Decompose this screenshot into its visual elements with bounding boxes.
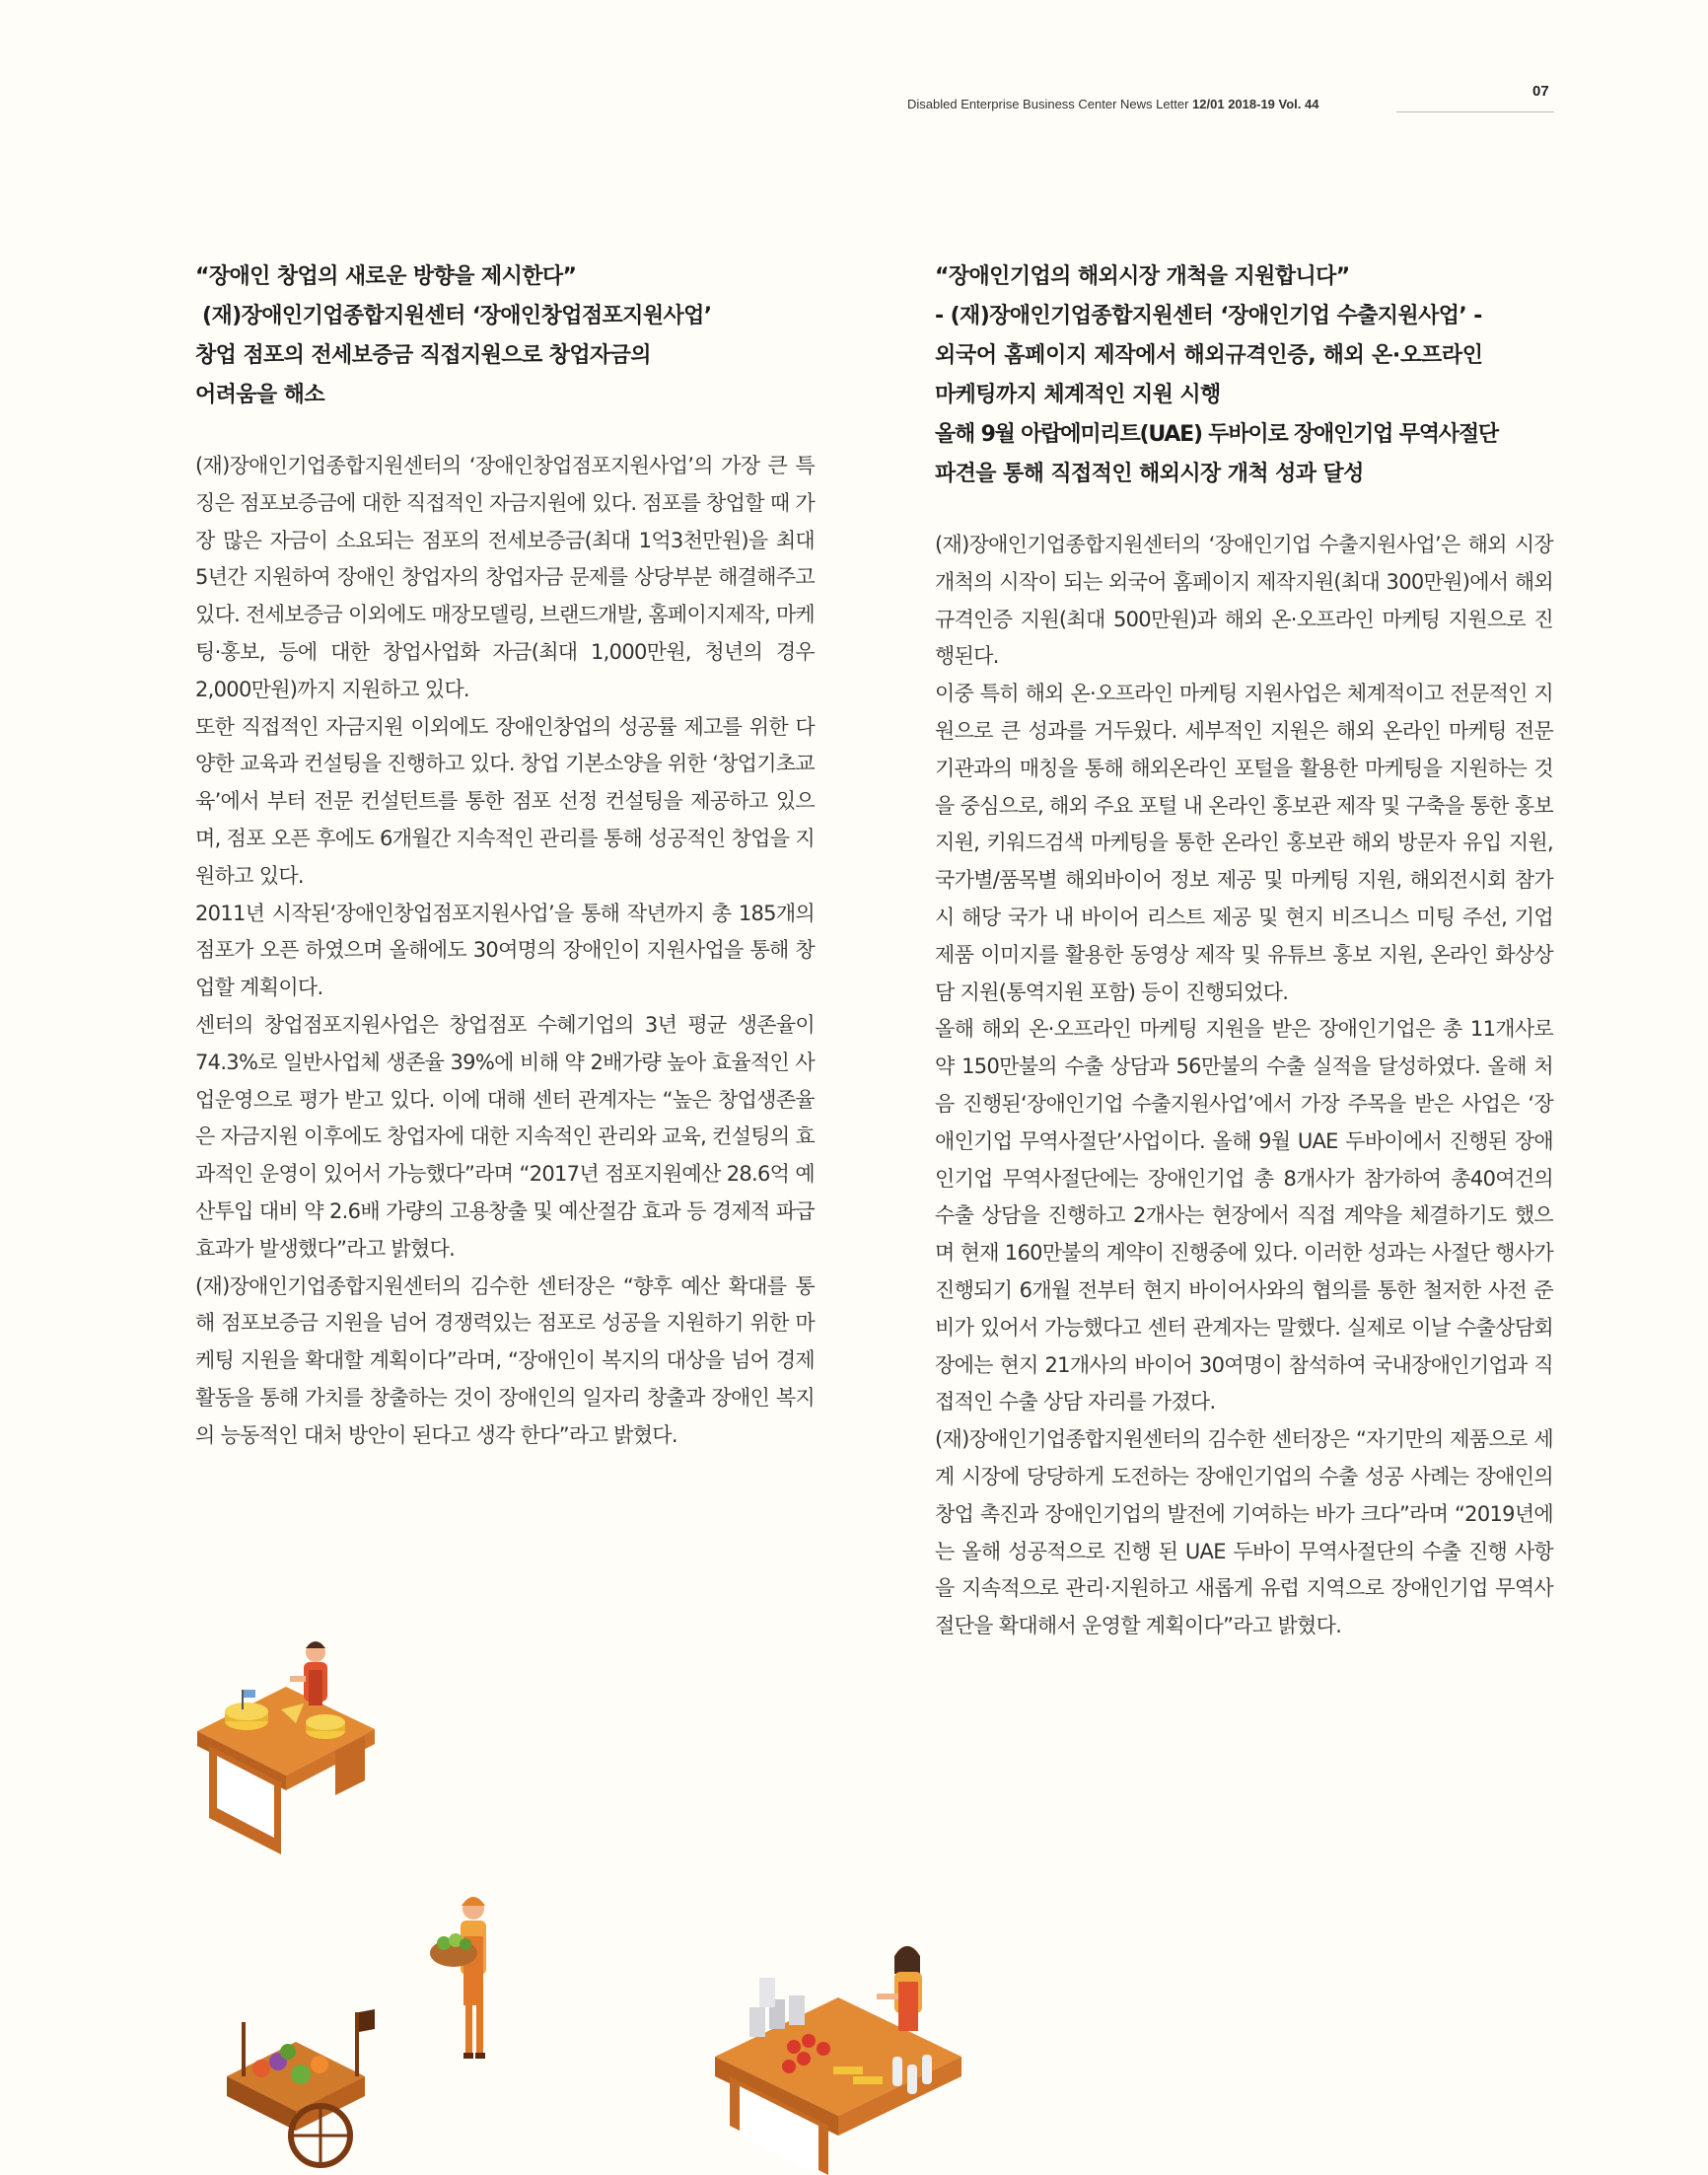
heading-line: 창업 점포의 전세보증금 직접지원으로 창업자금의 [195,343,651,368]
header-rule [1396,111,1554,112]
heading-line: - (재)장애인기업종합지원센터 ‘장애인기업 수출지원사업’ - [935,304,1482,328]
issue-date: 12/01 2018-19 [1192,97,1275,111]
cheese-stall-illustration [187,1632,385,1864]
right-article-heading [935,257,1553,494]
article-paragraph: (재)장애인기업종합지원센터의 ‘장애인기업 수출지원사업’은 해외 시장개척의 시작이 되는 외국어 홈페이지 제작지원(최대 300만원)에서 해외규격인증 지원(최대 500만원)과 해외 온·오프라인 마케팅 지원으로 진행된다. [935,533,1553,669]
article-paragraph: (재)장애인기업종합지원센터의 김수한 센터장은 “향후 예산 확대를 통해 점포보증금 지원을 넘어 경쟁력있는 점포로 성공을 지원하기 위한 마케팅 지원을 확대할 계획이다”라며, “장애인이 복지의 대상을 넘어 경제활동을 통해 가치를 창출하는 것이 장애인의 일자리 창출과 장애인 복지의 능동적인 대처 방안이 된다고 생각 한다”라고 밝혔다. [195,1273,815,1447]
vendor-illustration [424,1889,533,2076]
article-paragraph: 올해 해외 온·오프라인 마케팅 지원을 받은 장애인기업은 총 11개사로 약 150만불의 수출 상담과 56만불의 수출 실적을 달성하였다. 올해 처음 진행된‘장애인기업 수출지원사업’에서 가장 주목을 받은 사업은 ‘장애인기업 무역사절단’사업이다. 올해 9월 UAE 두바이에서 진행된 장애인기업 무역사절단에는 장애인기업 총 8개사가 참가하여 총40여건의 수출 상담을 진행하고 2개사는 현장에서 직접 계약을 체결하기도 했으며 현재 160만불의 계약이 진행중에 있다. 이러한 성과는 사절단 행사가 진행되기 6개월 전부터 현지 바이어사와의 협의를 통한 철저한 사전 준비가 있어서 가능했다고 센터 관계자는 말했다. 실제로 이날 수출상담회장에는 현지 21개사의 바이어 30여명이 참석하여 국내장애인기업과 직접적인 수출 상담 자리를 가졌다. [935,1017,1553,1414]
condiment-stall-illustration [705,1938,971,2175]
heading-line: 올해 9월 아랍에미리트(UAE) 두바이로 장애인기업 무역사절단 [935,422,1498,447]
article-paragraph: 또한 직접적인 자금지원 이외에도 장애인창업의 성공률 제고를 위한 다양한 교육과 컨설팅을 진행하고 있다. 창업 기본소양을 위한 ‘창업기초교육’에서 부터 전문 컨설턴트를 통한 점포 선정 컨설팅을 제공하고 있으며, 점포 오픈 후에도 6개월간 지속적인 관리를 통해 성공적인 창업을 지원하고 있다. [195,714,815,888]
article-paragraph: 센터의 창업점포지원사업은 창업점포 수혜기업의 3년 평균 생존율이 74.3%로 일반사업체 생존율 39%에 비해 약 2배가량 높아 효율적인 사업운영으로 평가 받고 있다. 이에 대해 센터 관계자는 “높은 창업생존율은 자금지원 이후에도 창업자에 대한 지속적인 관리와 교육, 컨설팅의 효과적인 운영이 있어서 가능했다”라며 “2017년 점포지원예산 28.6억 예산투입 대비 약 2.6배 가량의 고용창출 및 예산절감 효과 등 경제적 파급효과가 발생했다”라고 밝혔다. [195,1012,815,1261]
heading-line: “장애인 창업의 새로운 방향을 제시한다” [195,264,577,289]
article-paragraph: (재)장애인기업종합지원센터의 ‘장애인창업점포지원사업’의 가장 큰 특징은 점포보증금에 대한 직접적인 자금지원에 있다. 점포를 창업할 때 가장 많은 자금이 소요되는 점포의 전세보증금(최대 1억3천만원)을 최대 5년간 지원하여 장애인 창업자의 창업자금 문제를 상당부분 해결해주고 있다. 전세보증금 이외에도 매장모델링, 브랜드개발, 홈페이지제작, 마케팅·홍보, 등에 대한 창업사업화 자금(최대 1,000만원, 청년의 경우 2,000만원)까지 지원하고 있다. [195,454,815,701]
article-paragraph: 이중 특히 해외 온·오프라인 마케팅 지원사업은 체계적이고 전문적인 지원으로 큰 성과를 거두웠다. 세부적인 지원은 해외 온라인 마케팅 전문 기관과의 매칭을 통해 해외온라인 포털을 활용한 마케팅을 지원하는 것을 중심으로, 해외 주요 포털 내 온라인 홍보관 제작 및 구축을 통한 홍보 지원, 키워드검색 마케팅을 통한 온라인 홍보관 해외 방문자 유입 지원, 국가별/품목별 해외바이어 정보 제공 및 마케팅 지원, 해외전시회 참가 시 해당 국가 내 바이어 리스트 제공 및 현지 비즈니스 미팅 주선, 기업 제품 이미지를 활용한 동영상 제작 및 유튜브 홍보 지원, 온라인 화상상담 지원(통역지원 포함) 등이 진행되었다. [935,682,1553,1004]
newsletter-name: Disabled Enterprise Business Center News Letter [907,97,1189,111]
article-paragraph: (재)장애인기업종합지원센터의 김수한 센터장은 “자기만의 제품으로 세계 시장에 당당하게 도전하는 장애인기업의 수출 성공 사례는 장애인의 창업 촉진과 장애인기업의 발전에 기여하는 바가 크다”라며 “2019년에는 올해 성공적으로 진행 된 UAE 두바이 무역사절단의 수출 진행 사항을 지속적으로 관리·지원하고 새롭게 유럽 지역으로 장애인기업 무역사절단을 확대해서 운영할 계획이다”라고 밝혔다. [935,1427,1553,1638]
heading-line: 마케팅까지 체계적인 지원 시행 [935,383,1221,407]
left-article-heading [195,257,815,415]
article-paragraph: 2011년 시작된‘장애인창업점포지원사업’을 통해 작년까지 총 185개의 점포가 오픈 하였으며 올해에도 30여명의 장애인이 지원사업을 통해 창업할 계획이다. [195,901,815,1000]
heading-line: 외국어 홈페이지 제작에서 해외규격인증, 해외 온·오프라인 [935,343,1483,368]
volume-number: Vol. 44 [1278,97,1319,111]
heading-line: 파견을 통해 직접적인 해외시장 개척 성과 달성 [935,462,1364,486]
heading-line: “장애인기업의 해외시장 개척을 지원합니다” [935,264,1350,289]
heading-line: 어려움을 해소 [195,383,324,407]
page-number: 07 [1532,83,1549,100]
heading-line: (재)장애인기업종합지원센터 ‘장애인창업점포지원사업’ [195,304,712,328]
vegetable-cart-illustration [217,2007,434,2175]
left-article [195,257,815,1455]
right-article [935,257,1553,1645]
newsletter-header [907,97,1554,111]
